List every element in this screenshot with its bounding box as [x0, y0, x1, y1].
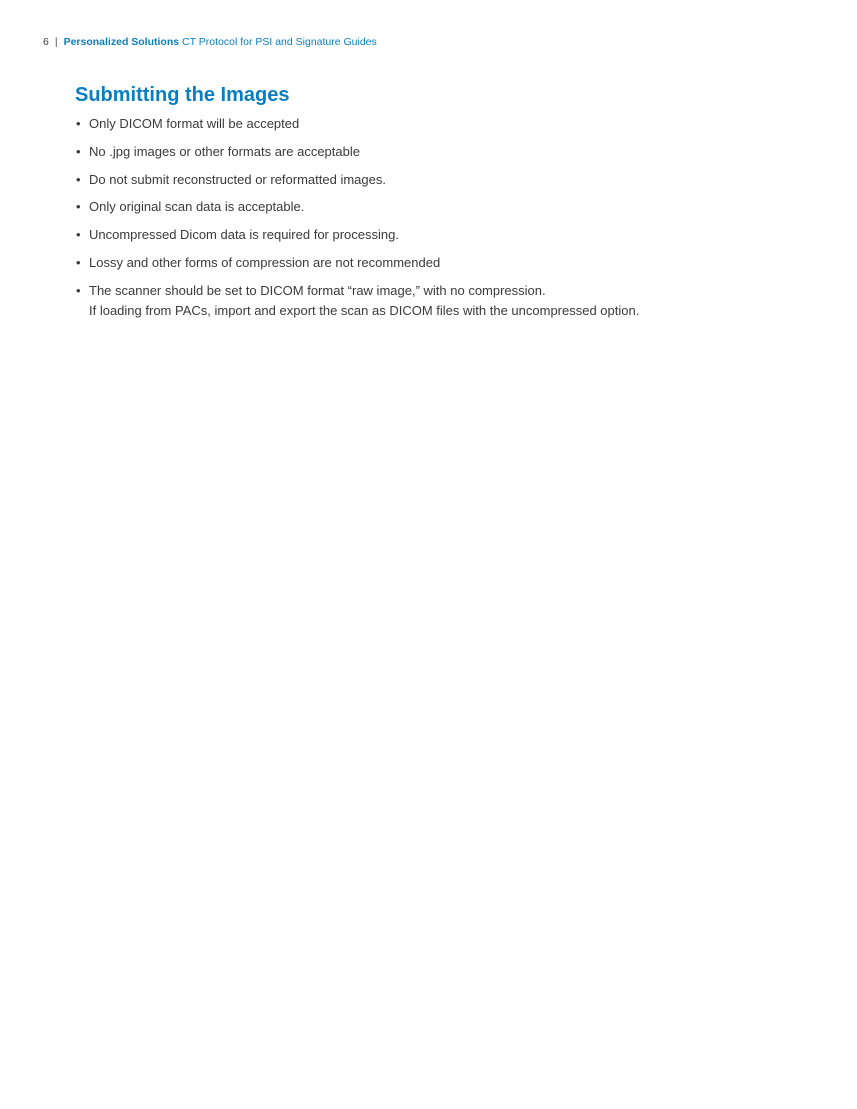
list-item-text: Only DICOM format will be accepted [89, 116, 300, 131]
section-title: Submitting the Images [75, 84, 290, 106]
list-item-text: Do not submit reconstructed or reformatted images. [89, 171, 386, 187]
bullet-icon: • [76, 116, 81, 131]
list-item [75, 142, 815, 162]
page-number: 6 [43, 36, 49, 48]
bullet-icon: • [76, 171, 81, 187]
list-item [75, 253, 815, 273]
document-title: CT Protocol for PSI and Signature Guides [182, 36, 377, 48]
bullet-icon: • [76, 282, 81, 298]
list-item-text: No .jpg images or other formats are acceptable [89, 143, 360, 159]
brand-name: Personalized Solutions [63, 36, 180, 48]
bullet-icon: • [76, 227, 81, 243]
list-item [75, 225, 815, 245]
list-item [75, 281, 815, 321]
list-item-text: The scanner should be set to DICOM format “raw image,” with no compression. [89, 282, 546, 298]
bullet-icon: • [76, 254, 81, 270]
bullet-icon: • [76, 199, 81, 215]
header-separator: | [54, 36, 58, 48]
list-item-text: Lossy and other forms of compression are not recommended [89, 254, 441, 270]
submitting-images-section [75, 82, 815, 329]
list-item-text: Only original scan data is acceptable. [89, 199, 305, 215]
list-item-text-continued: If loading from PACs, import and export the scan as DICOM files with the uncompressed option. [89, 302, 640, 318]
running-header [43, 35, 377, 49]
requirements-list [75, 114, 815, 321]
bullet-icon: • [76, 143, 81, 159]
list-item [75, 170, 815, 190]
list-item [75, 114, 815, 134]
list-item-text: Uncompressed Dicom data is required for processing. [89, 227, 399, 243]
list-item [75, 197, 815, 217]
